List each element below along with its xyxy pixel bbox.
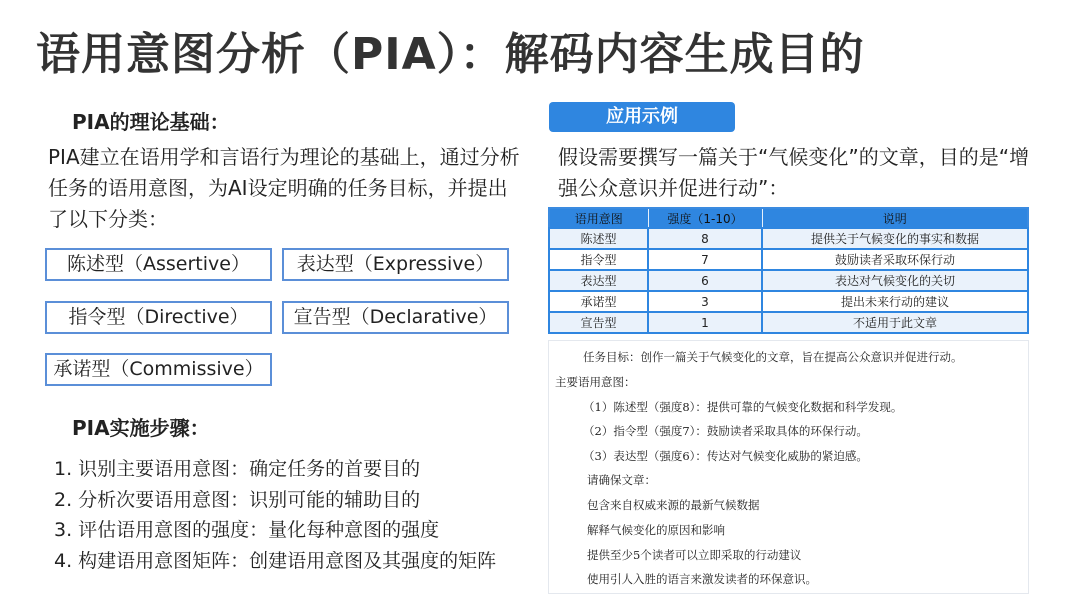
intent-table	[548, 207, 1029, 334]
ensure-item: 解释气候变化的原因和影响	[587, 523, 725, 537]
cell-strength: 8	[648, 228, 762, 249]
header-description: 说明	[762, 208, 1028, 228]
category-commissive: 承诺型（Commissive）	[45, 353, 272, 386]
table-row	[549, 228, 1028, 249]
ensure-label: 请确保文章：	[587, 473, 656, 487]
theory-text: PIA建立在语用学和言语行为理论的基础上，通过分析任务的语用意图，为AI设定明确的任务目标，并提出了以下分类：	[48, 145, 520, 231]
ensure-item: 使用引人入胜的语言来激发读者的环保意识。	[587, 572, 817, 586]
header-intent: 语用意图	[549, 208, 648, 228]
page-title: 语用意图分析（PIA）：解码内容生成目的	[36, 29, 865, 80]
intent-item: （3）表达型（强度6）：传达对气候变化威胁的紧迫感。	[583, 449, 868, 463]
cell-description: 不适用于此文章	[762, 312, 1028, 333]
example-label: 应用示例	[549, 102, 735, 132]
theory-heading: PIA的理论基础：	[72, 110, 230, 134]
ensure-item: 包含来自权威来源的最新气候数据	[587, 498, 760, 512]
table-row	[549, 270, 1028, 291]
intent-item: （2）指令型（强度7）：鼓励读者采取具体的环保行动。	[583, 424, 868, 438]
cell-intent: 指令型	[549, 249, 648, 270]
prompt-example-box	[548, 340, 1029, 594]
table-row	[549, 291, 1028, 312]
ensure-item: 提供至少5个读者可以立即采取的行动建议	[587, 548, 802, 562]
task-goal: 任务目标：创作一篇关于气候变化的文章，旨在提高公众意识并促进行动。	[583, 350, 963, 364]
category-assertive: 陈述型（Assertive）	[45, 248, 272, 281]
cell-intent: 表达型	[549, 270, 648, 291]
step-item: 4. 构建语用意图矩阵：创建语用意图及其强度的矩阵	[54, 549, 497, 572]
example-text: 假设需要撰写一篇关于“气候变化”的文章，目的是“增强公众意识并促进行动”：	[558, 145, 1030, 200]
cell-description: 提出未来行动的建议	[762, 291, 1028, 312]
cell-strength: 6	[648, 270, 762, 291]
header-strength: 强度（1-10）	[648, 208, 762, 228]
category-declarative: 宣告型（Declarative）	[282, 301, 509, 334]
table-header-row	[549, 208, 1028, 228]
cell-intent: 承诺型	[549, 291, 648, 312]
steps-heading: PIA实施步骤：	[72, 416, 210, 440]
cell-intent: 宣告型	[549, 312, 648, 333]
cell-strength: 1	[648, 312, 762, 333]
cell-intent: 陈述型	[549, 228, 648, 249]
step-item: 1. 识别主要语用意图：确定任务的首要目的	[54, 458, 421, 480]
table-row	[549, 312, 1028, 333]
category-directive: 指令型（Directive）	[45, 301, 272, 334]
main-intents-label: 主要语用意图：	[555, 375, 636, 389]
step-item: 3. 评估语用意图的强度：量化每种意图的强度	[54, 519, 440, 541]
cell-description: 鼓励读者采取环保行动	[762, 249, 1028, 270]
category-expressive: 表达型（Expressive）	[282, 248, 509, 281]
cell-description: 表达对气候变化的关切	[762, 270, 1028, 291]
cell-strength: 7	[648, 249, 762, 270]
cell-strength: 3	[648, 291, 762, 312]
intent-item: （1）陈述型（强度8）：提供可靠的气候变化数据和科学发现。	[583, 400, 903, 414]
steps-list	[54, 454, 496, 576]
table-row	[549, 249, 1028, 270]
cell-description: 提供关于气候变化的事实和数据	[762, 228, 1028, 249]
step-item: 2. 分析次要语用意图：识别可能的辅助目的	[54, 488, 421, 511]
